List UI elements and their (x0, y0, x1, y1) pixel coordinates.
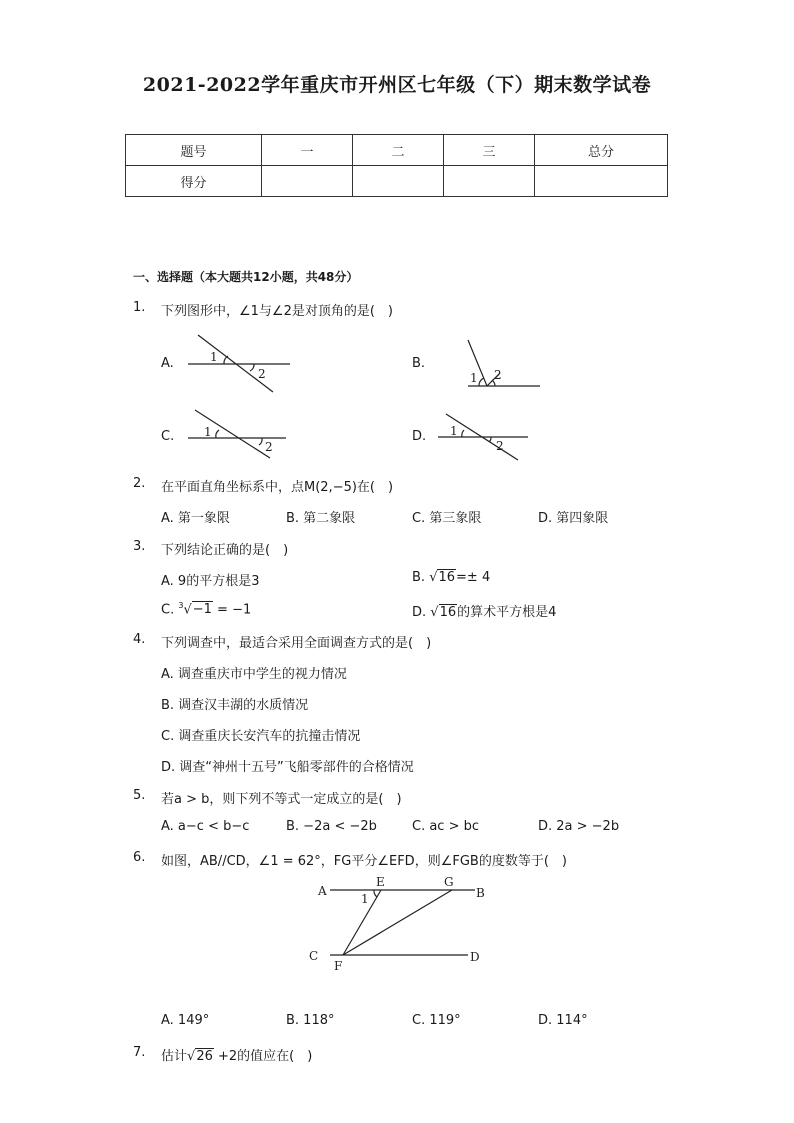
option: B. 调查汉丰湖的水质情况 (161, 698, 309, 713)
option: B. √16=± 4 (412, 570, 491, 585)
option: D. 114° (538, 1013, 588, 1028)
option: A. 调查重庆市中学生的视力情况 (161, 667, 347, 682)
question-number: 5. (133, 788, 146, 803)
option-label: C. (161, 429, 175, 444)
option-prefix: C. (161, 602, 179, 618)
point-label: F (334, 959, 343, 973)
option-prefix: D. (412, 605, 431, 620)
option: A. a−c < b−c (161, 819, 250, 834)
root-index: 3 (178, 601, 184, 610)
question-text: 若a > b，则下列不等式一定成立的是( ) (161, 792, 402, 807)
question-text: 在平面直角坐标系中，点M(2,−5)在( ) (161, 480, 394, 495)
option: C. 第三象限 (412, 511, 482, 526)
option: D. 2a > −2b (538, 819, 620, 834)
table-cell: 得分 (126, 166, 262, 197)
point-label: B (476, 886, 485, 900)
option: B. −2a < −2b (286, 819, 377, 834)
table-row (126, 135, 668, 166)
angle-label: 1 (470, 371, 478, 385)
option: C. 调查重庆长安汽车的抗撞击情况 (161, 729, 361, 744)
table-cell (535, 166, 668, 197)
point-label: G (444, 875, 454, 889)
score-table (125, 134, 668, 197)
option: C. $^3$√−1 = −1 (161, 601, 252, 618)
option: B. 118° (286, 1013, 335, 1028)
question-text: 下列图形中，∠1与∠2是对顶角的是( ) (161, 304, 393, 319)
option: A. 149° (161, 1013, 210, 1028)
angle-label: 2 (258, 367, 266, 381)
option: D. √16的算术平方根是4 (412, 605, 557, 620)
figure-q1-b (430, 335, 550, 395)
radicand: −1 (192, 602, 212, 618)
point-label: D (470, 950, 480, 964)
question-number: 1. (133, 300, 146, 315)
question-number: 2. (133, 476, 146, 491)
point-label: A (318, 884, 327, 898)
angle-label: 1 (204, 425, 212, 439)
option: D. 调查“神州十五号”飞船零部件的合格情况 (161, 760, 414, 775)
angle-label: 1 (361, 892, 369, 906)
option-label: B. (412, 356, 426, 371)
option: D. 第四象限 (538, 511, 609, 526)
figure-q1-c (180, 405, 300, 460)
option: A. 9的平方根是3 (161, 574, 260, 589)
table-cell: 三 (444, 135, 535, 166)
table-cell (444, 166, 535, 197)
section-heading: 一、选择题（本大题共12小题，共48分） (133, 270, 359, 284)
question-text: 估计√26 +2的值应在( ) (161, 1049, 313, 1064)
question-text: 如图，AB//CD，∠1 = 62°，FG平分∠EFD，则∠FGB的度数等于( ) (161, 854, 567, 869)
question-text: 下列结论正确的是( ) (161, 543, 289, 558)
table-cell (353, 166, 444, 197)
question-number: 7. (133, 1045, 146, 1060)
option-rest: =± 4 (456, 570, 491, 585)
question-rest: +2的值应在( ) (213, 1049, 313, 1064)
option-label: D. (412, 429, 427, 444)
table-cell (262, 166, 353, 197)
point-label: C (309, 949, 319, 963)
radicand: 26 (196, 1049, 213, 1064)
radicand: 16 (439, 605, 457, 620)
option-rest: 的算术平方根是4 (457, 605, 557, 620)
figure-q1-a (180, 330, 300, 395)
angle-label: 1 (450, 424, 458, 438)
table-row (126, 166, 668, 197)
figure-q1-d (432, 408, 532, 463)
angle-label: 2 (496, 439, 504, 453)
table-cell: 题号 (126, 135, 262, 166)
page-title: 2021-2022学年重庆市开州区七年级（下）期末数学试卷 (142, 74, 652, 96)
option: B. 第二象限 (286, 511, 356, 526)
table-cell: 二 (353, 135, 444, 166)
table-cell: 一 (262, 135, 353, 166)
option-label: A. (161, 356, 174, 371)
angle-label: 2 (265, 440, 273, 454)
option: C. ac > bc (412, 819, 480, 834)
question-number: 4. (133, 632, 146, 647)
angle-label: 2 (494, 368, 502, 382)
option: C. 119° (412, 1013, 461, 1028)
figure-q6 (300, 872, 500, 977)
table-cell: 总分 (535, 135, 668, 166)
option-prefix: B. (412, 570, 430, 585)
point-label: E (376, 875, 385, 889)
radicand: 16 (438, 570, 456, 585)
option: A. 第一象限 (161, 511, 230, 526)
angle-label: 1 (210, 350, 218, 364)
question-number: 3. (133, 539, 146, 554)
question-text: 下列调查中，最适合采用全面调查方式的是( ) (161, 636, 432, 651)
question-number: 6. (133, 850, 146, 865)
option-rest: = −1 (212, 602, 252, 618)
question-prefix: 估计 (161, 1049, 188, 1064)
